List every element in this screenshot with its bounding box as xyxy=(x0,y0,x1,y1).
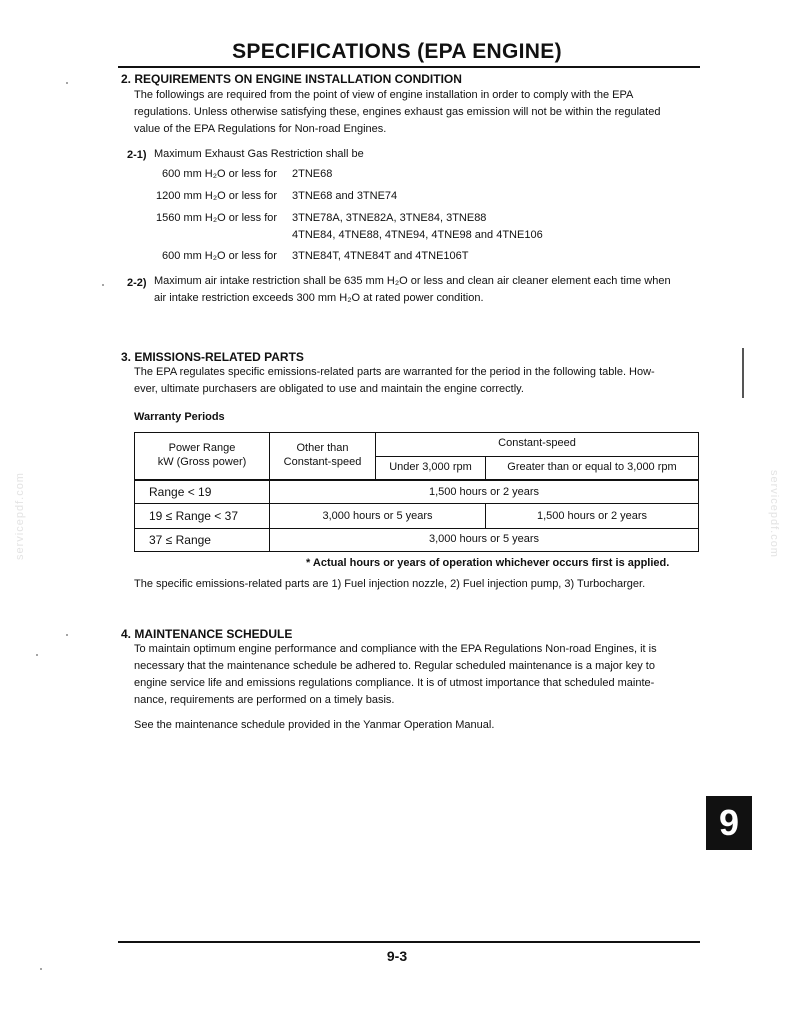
scan-speck xyxy=(36,654,38,656)
section4-line: necessary that the maintenance schedule be adhered to. Regular scheduled maintenance is a major key to xyxy=(134,660,655,672)
section4-line: To maintain optimum engine performance and compliance with the EPA Regulations Non-road Engines, it is xyxy=(134,643,657,655)
sub2-paragraph xyxy=(154,273,671,307)
restriction-value: 1200 mm H₂O or less for xyxy=(156,190,278,202)
restriction-value: 600 mm H₂O or less for xyxy=(162,250,277,262)
section3-paragraph xyxy=(134,364,655,398)
section2-heading: 2. REQUIREMENTS ON ENGINE INSTALLATION CONDITION xyxy=(121,72,462,86)
table-title: Warranty Periods xyxy=(134,411,225,423)
row-value: 1,500 hours or 2 years xyxy=(428,486,540,498)
header-power-range xyxy=(135,441,269,469)
sub2-label: 2-2) xyxy=(127,277,147,289)
header-other-than xyxy=(270,441,375,469)
chapter-tab: 9 xyxy=(706,796,752,850)
restriction-value: 600 mm H₂O or less for xyxy=(162,168,277,180)
row-value: 1,500 hours or 2 years xyxy=(536,510,648,522)
row-range: 37 ≤ Range xyxy=(149,533,211,547)
footer-rule xyxy=(118,941,700,943)
sub1-text: Maximum Exhaust Gas Restriction shall be xyxy=(154,148,364,160)
header-other-line2: Constant-speed xyxy=(283,456,362,468)
section2-line: regulations. Unless otherwise satisfying these, engines exhaust gas emission will not be within the regulated xyxy=(134,106,661,118)
section3-line: The EPA regulates specific emissions-related parts are warranted for the period in the following table. How- xyxy=(134,366,655,378)
header-power-line2: kW (Gross power) xyxy=(157,456,247,468)
row-value: 3,000 hours or 5 years xyxy=(322,510,433,522)
row-value: 3,000 hours or 5 years xyxy=(428,533,540,545)
section4-line: engine service life and emissions regulations compliance. It is of utmost importance that scheduled mainte- xyxy=(134,677,655,689)
scan-speck xyxy=(66,634,68,636)
sub2-line: air intake restriction exceeds 300 mm H₂O at rated power condition. xyxy=(154,292,484,304)
watermark-right: servicepdf.com xyxy=(768,470,780,558)
sub1-label: 2-1) xyxy=(127,149,147,161)
section4-paragraph xyxy=(134,641,657,709)
restriction-models: 2TNE68 xyxy=(292,168,333,180)
section3-line: ever, ultimate purchasers are obligated to use and maintain the engine correctly. xyxy=(134,383,524,395)
section2-line: value of the EPA Regulations for Non-road Engines. xyxy=(134,123,387,135)
header-over-3000: Greater than or equal to 3,000 rpm xyxy=(507,461,677,473)
section4-line: nance, requirements are performed on a timely basis. xyxy=(134,694,395,706)
restriction-value: 1560 mm H₂O or less for xyxy=(156,212,278,224)
page-title: SPECIFICATIONS (EPA ENGINE) xyxy=(232,40,562,63)
table-footnote: * Actual hours or years of operation whichever occurs first is applied. xyxy=(306,557,670,569)
scan-mark xyxy=(742,348,744,398)
header-constant-speed: Constant-speed xyxy=(498,437,576,449)
see-schedule-text: See the maintenance schedule provided in the Yanmar Operation Manual. xyxy=(134,719,495,731)
parts-text: The specific emissions-related parts are 1) Fuel injection nozzle, 2) Fuel injection pump, 3) Turbocharger. xyxy=(134,578,646,590)
table-border xyxy=(375,456,699,457)
row-range: Range < 19 xyxy=(149,485,212,499)
section3-heading: 3. EMISSIONS-RELATED PARTS xyxy=(121,350,304,364)
restriction-models: 3TNE78A, 3TNE82A, 3TNE84, 3TNE88 xyxy=(292,212,487,224)
restriction-models-cont: 4TNE84, 4TNE88, 4TNE94, 4TNE98 and 4TNE106 xyxy=(292,229,543,241)
section4-heading: 4. MAINTENANCE SCHEDULE xyxy=(121,627,293,641)
table-border xyxy=(134,432,699,433)
section2-paragraph xyxy=(134,87,660,138)
page-number: 9-3 xyxy=(386,948,408,964)
restriction-models: 3TNE68 and 3TNE74 xyxy=(292,190,398,202)
header-other-line1: Other than xyxy=(296,442,349,454)
restriction-models: 3TNE84T, 4TNE84T and 4TNE106T xyxy=(292,250,469,262)
table-border xyxy=(134,528,699,529)
watermark-left: servicepdf.com xyxy=(14,472,26,560)
warranty-table xyxy=(134,432,699,552)
header-power-line1: Power Range xyxy=(168,442,236,454)
section2-line: The followings are required from the point of view of engine installation in order to comply with the EPA xyxy=(134,89,634,101)
row-range: 19 ≤ Range < 37 xyxy=(149,509,238,523)
scan-speck xyxy=(40,968,42,970)
scan-speck xyxy=(102,284,104,286)
table-border xyxy=(698,432,699,552)
table-border xyxy=(134,479,699,481)
title-rule xyxy=(118,66,700,68)
scan-speck xyxy=(66,82,68,84)
table-border xyxy=(134,503,699,504)
table-border xyxy=(134,551,699,552)
sub2-line: Maximum air intake restriction shall be 635 mm H₂O or less and clean air cleaner element each time when xyxy=(154,275,671,287)
header-under-3000: Under 3,000 rpm xyxy=(389,461,472,473)
